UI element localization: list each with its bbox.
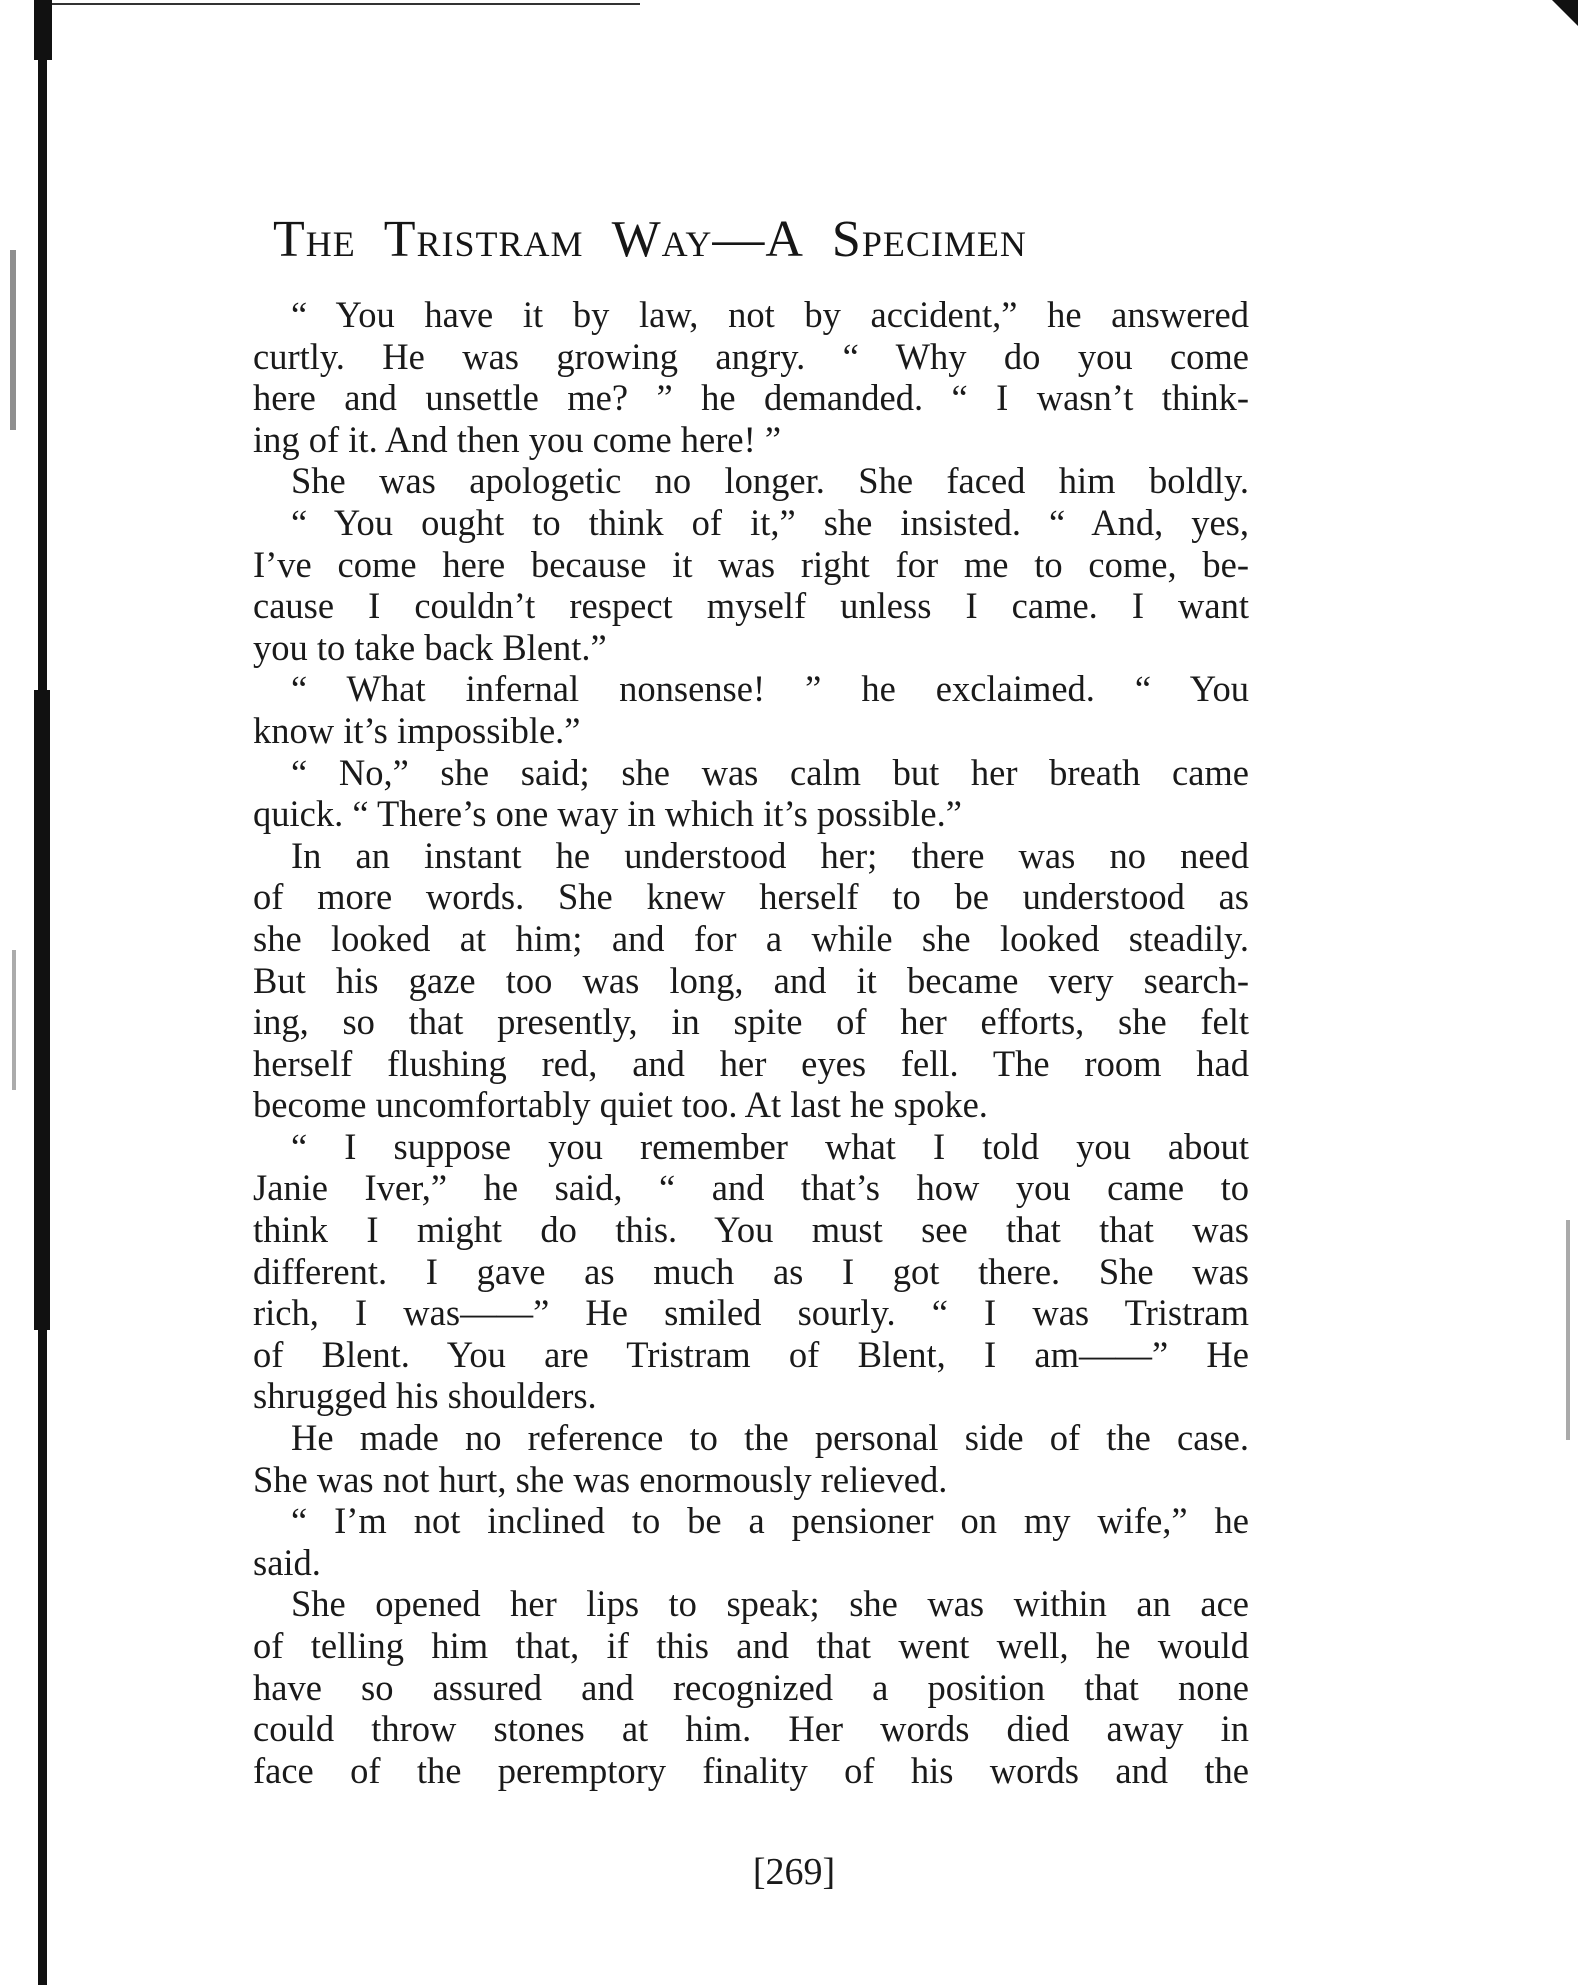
running-head-word: A [765, 211, 804, 268]
text-line: shrugged his shoulders. [253, 1375, 597, 1417]
text-line: you to take back Blent.” [253, 626, 607, 668]
text-line: ing of it. And then you come here! ” [253, 418, 782, 460]
text-line: could throw stones at him. Her words died away in [253, 1708, 1249, 1750]
scan-corner-mark [1552, 0, 1578, 26]
text-line: “ I suppose you remember what I told you about [291, 1125, 1249, 1167]
text-line: rich, I was——” He smiled sourly. “ I was Tristram [253, 1292, 1249, 1334]
text-line: Janie Iver,” he said, “ and that’s how you came to [253, 1167, 1249, 1209]
scan-speck [12, 950, 16, 1090]
text-line: she looked at him; and for a while she looked steadily. [253, 917, 1249, 959]
text-line: different. I gave as much as I got there. She was [253, 1250, 1249, 1292]
text-line: know it’s impossible.” [253, 709, 581, 751]
text-line: “ You have it by law, not by accident,” he answered [291, 294, 1249, 335]
text-line: “ No,” she said; she was calm but her breath came [291, 751, 1249, 793]
running-head [273, 210, 1233, 280]
text-line: She was not hurt, she was enormously relieved. [253, 1458, 948, 1500]
text-line: “ You ought to think of it,” she insisted. “ And, yes, [291, 501, 1249, 543]
text-line: curtly. He was growing angry. “ Why do you come [253, 335, 1249, 377]
text-line: In an instant he understood her; there was no need [291, 834, 1249, 876]
text-line: of Blent. You are Tristram of Blent, I am——” He [253, 1333, 1249, 1375]
text-line: “ I’m not inclined to be a pensioner on my wife,” he [291, 1500, 1249, 1542]
running-head-word: ay [661, 211, 713, 268]
text-line: of more words. She knew herself to be understood as [253, 876, 1249, 918]
body-text [253, 294, 1249, 1791]
text-line: He made no reference to the personal side of the case. [291, 1417, 1249, 1459]
text-line: become uncomfortably quiet too. At last he spoke. [253, 1084, 988, 1126]
running-head-word: pecimen [861, 211, 1027, 268]
running-head-initial: S [831, 211, 862, 268]
running-head-word: he [305, 211, 356, 268]
scan-gutter-shadow-top [34, 0, 52, 60]
text-line: face of the peremptory finality of his words and the [253, 1749, 1249, 1791]
running-head-word: ristram [416, 211, 584, 268]
text-line: She was apologetic no longer. She faced him boldly. [291, 460, 1249, 502]
scan-speck [1566, 1220, 1570, 1440]
page-number: [269] [752, 1851, 836, 1893]
text-line: quick. “ There’s one way in which it’s possible.” [253, 793, 962, 835]
text-line: said. [253, 1541, 321, 1583]
scan-gutter-shadow-mid [34, 690, 50, 1330]
text-line: “ What infernal nonsense! ” he exclaimed. “ You [291, 668, 1249, 710]
text-line: have so assured and recognized a position that none [253, 1666, 1249, 1708]
text-line: She opened her lips to speak; she was within an ace [291, 1583, 1249, 1625]
scan-edge-line [40, 3, 640, 5]
scan-speck [10, 250, 16, 430]
text-line: I’ve come here because it was right for me to come, be- [253, 543, 1249, 585]
text-line: ing, so that presently, in spite of her efforts, she felt [253, 1001, 1249, 1043]
text-line: here and unsettle me? ” he demanded. “ I wasn’t think- [253, 377, 1249, 419]
text-line: of telling him that, if this and that went well, he would [253, 1625, 1249, 1666]
text-line: herself flushing red, and her eyes fell. The room had [253, 1042, 1249, 1084]
running-head-initial: W [611, 211, 662, 268]
running-head-initial: T [383, 211, 417, 268]
running-head-initial: T [273, 211, 306, 268]
text-line: think I might do this. You must see that that was [253, 1209, 1249, 1251]
running-head-dash: — [712, 211, 766, 268]
text-line: cause I couldn’t respect myself unless I came. I want [253, 585, 1249, 627]
text-line: But his gaze too was long, and it became very search- [253, 959, 1249, 1001]
